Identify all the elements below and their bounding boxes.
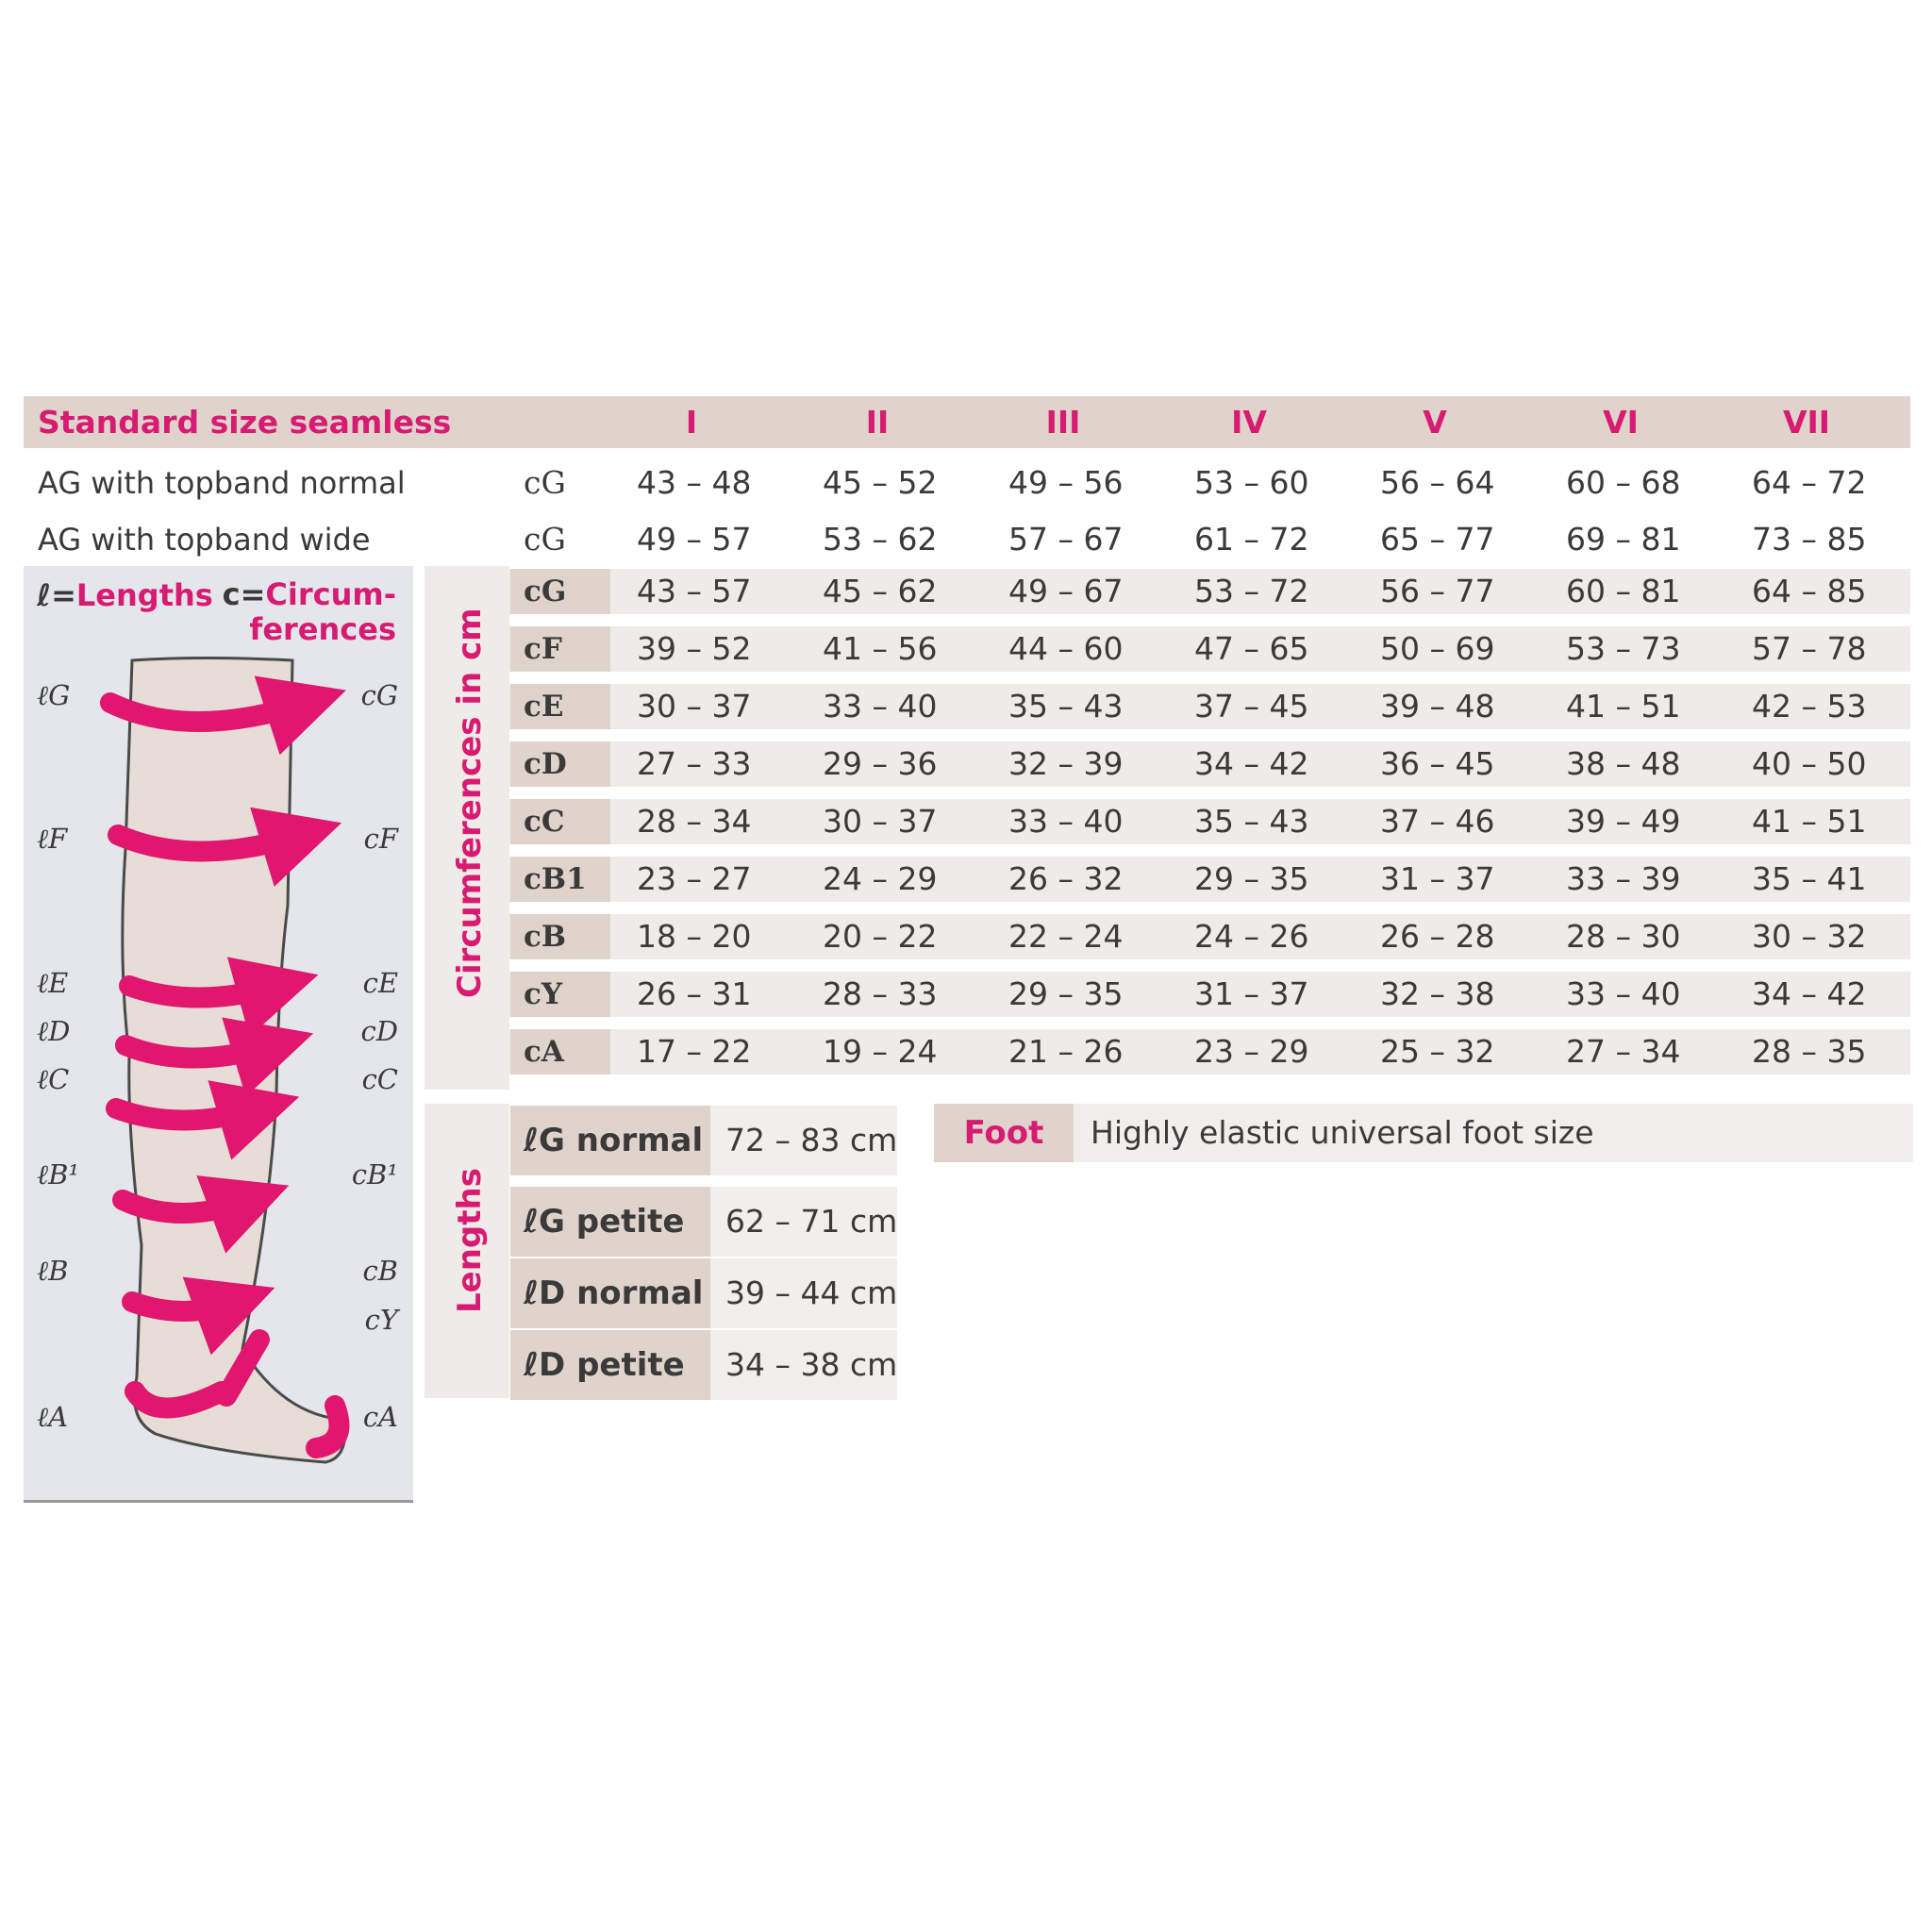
circumference-cell: 64 – 85 bbox=[1752, 573, 1867, 609]
circumference-cell: 30 – 37 bbox=[823, 803, 938, 840]
ag-row-measure: cG bbox=[524, 521, 566, 558]
circumference-measure-label: cY bbox=[510, 972, 610, 1017]
circumference-cell: 24 – 29 bbox=[823, 860, 938, 897]
ag-cell: 69 – 81 bbox=[1566, 521, 1681, 558]
circumference-cell: 35 – 43 bbox=[1194, 803, 1309, 840]
leg-left-label: ℓB¹ bbox=[37, 1158, 80, 1191]
circumference-cell: 27 – 33 bbox=[637, 745, 752, 782]
circumference-cell: 49 – 67 bbox=[1008, 573, 1124, 609]
circumference-cell: 28 – 30 bbox=[1566, 918, 1681, 955]
leg-left-label: ℓE bbox=[37, 967, 69, 999]
circumference-cell: 26 – 32 bbox=[1008, 860, 1124, 897]
ag-cell: 53 – 62 bbox=[823, 521, 938, 558]
circumference-cell: 22 – 24 bbox=[1008, 918, 1124, 955]
circumference-cell: 32 – 38 bbox=[1380, 975, 1495, 1012]
circumference-measure-label: cB bbox=[510, 914, 610, 959]
circumference-cell: 31 – 37 bbox=[1380, 860, 1495, 897]
ag-cell: 53 – 60 bbox=[1194, 464, 1309, 501]
circumference-cell: 36 – 45 bbox=[1380, 745, 1495, 782]
circumference-cell: 29 – 35 bbox=[1008, 975, 1124, 1012]
ag-cell: 65 – 77 bbox=[1380, 521, 1495, 558]
leg-right-label: cC bbox=[361, 1063, 398, 1095]
ag-cell: 43 – 48 bbox=[637, 464, 752, 501]
circumference-measure-label: cB1 bbox=[510, 857, 610, 902]
length-value: 72 – 83 cm bbox=[710, 1106, 897, 1175]
circumference-cell: 33 – 40 bbox=[823, 688, 938, 724]
circumference-cell: 45 – 62 bbox=[823, 573, 938, 609]
leg-diagram-panel bbox=[24, 566, 413, 1503]
circumference-measure-label: cA bbox=[510, 1029, 610, 1074]
circumference-measure-label: cD bbox=[510, 741, 610, 787]
circumference-cell: 41 – 51 bbox=[1752, 803, 1867, 840]
circumference-cell: 30 – 37 bbox=[637, 688, 752, 724]
circumference-cell: 37 – 46 bbox=[1380, 803, 1495, 840]
circumference-cell: 35 – 43 bbox=[1008, 688, 1124, 724]
lengths-legend bbox=[37, 577, 213, 613]
circumference-cell: 23 – 27 bbox=[637, 860, 752, 897]
circumference-cell: 32 – 39 bbox=[1008, 745, 1124, 782]
circumference-cell: 25 – 32 bbox=[1380, 1033, 1495, 1070]
circumference-cell: 50 – 69 bbox=[1380, 630, 1495, 667]
ag-row-label: AG with topband normal bbox=[38, 465, 406, 501]
length-value: 62 – 71 cm bbox=[710, 1187, 897, 1257]
circumference-cell: 57 – 78 bbox=[1752, 630, 1867, 667]
ag-cell: 56 – 64 bbox=[1380, 464, 1495, 501]
leg-diagram bbox=[24, 566, 413, 1500]
length-label: ℓD normal bbox=[510, 1258, 710, 1328]
circ-word-2: ferences bbox=[249, 611, 396, 647]
circumference-cell: 37 – 45 bbox=[1194, 688, 1309, 724]
circumference-cell: 34 – 42 bbox=[1194, 745, 1309, 782]
circumference-cell: 18 – 20 bbox=[637, 918, 752, 955]
circumference-cell: 35 – 41 bbox=[1752, 860, 1867, 897]
leg-right-label: cB¹ bbox=[351, 1158, 398, 1191]
circumference-cell: 56 – 77 bbox=[1380, 573, 1495, 609]
circumference-cell: 29 – 36 bbox=[823, 745, 938, 782]
circumference-cell: 20 – 22 bbox=[823, 918, 938, 955]
circumference-cell: 41 – 51 bbox=[1566, 688, 1681, 724]
length-value: 34 – 38 cm bbox=[710, 1330, 897, 1400]
circumference-cell: 47 – 65 bbox=[1194, 630, 1309, 667]
leg-right-label: cG bbox=[360, 679, 398, 711]
circumference-cell: 26 – 31 bbox=[637, 975, 752, 1012]
ag-cell: 49 – 57 bbox=[637, 521, 752, 558]
length-label: ℓG normal bbox=[510, 1106, 710, 1175]
circumference-cell: 21 – 26 bbox=[1008, 1033, 1124, 1070]
lengths-prefix: ℓ= bbox=[37, 577, 76, 613]
ag-cell: 61 – 72 bbox=[1194, 521, 1309, 558]
leg-left-label: ℓA bbox=[37, 1401, 69, 1433]
circumference-cell: 26 – 28 bbox=[1380, 918, 1495, 955]
circumference-cell: 27 – 34 bbox=[1566, 1033, 1681, 1070]
ag-cell: 60 – 68 bbox=[1566, 464, 1681, 501]
circumference-cell: 60 – 81 bbox=[1566, 573, 1681, 609]
leg-right-label: cD bbox=[360, 1015, 398, 1047]
circumference-cell: 28 – 35 bbox=[1752, 1033, 1867, 1070]
ag-cell: 49 – 56 bbox=[1008, 464, 1124, 501]
circumference-cell: 43 – 57 bbox=[637, 573, 752, 609]
leg-left-label: ℓF bbox=[37, 823, 68, 855]
circ-prefix: c= bbox=[222, 576, 266, 612]
size-header-IV: IV bbox=[1231, 404, 1267, 441]
circumferences-legend bbox=[223, 577, 396, 647]
ag-cell: 45 – 52 bbox=[823, 464, 938, 501]
circumference-cell: 33 – 40 bbox=[1008, 803, 1124, 840]
circumference-measure-label: cG bbox=[510, 569, 610, 614]
leg-left-label: ℓD bbox=[37, 1015, 71, 1047]
circumference-cell: 28 – 34 bbox=[637, 803, 752, 840]
circumference-cell: 42 – 53 bbox=[1752, 688, 1867, 724]
lengths-word: Lengths bbox=[75, 577, 213, 613]
ag-cell: 73 – 85 bbox=[1752, 521, 1867, 558]
leg-left-label: ℓB bbox=[37, 1255, 69, 1287]
circumference-cell: 44 – 60 bbox=[1008, 630, 1124, 667]
circumference-measure-label: cE bbox=[510, 684, 610, 729]
circumference-cell: 39 – 52 bbox=[637, 630, 752, 667]
size-header-V: V bbox=[1423, 404, 1447, 441]
circumference-cell: 24 – 26 bbox=[1194, 918, 1309, 955]
foot-label: Foot bbox=[934, 1104, 1074, 1162]
leg-left-label: ℓG bbox=[37, 679, 71, 711]
circumference-cell: 40 – 50 bbox=[1752, 745, 1867, 782]
circumference-cell: 33 – 40 bbox=[1566, 975, 1681, 1012]
ag-cell: 57 – 67 bbox=[1008, 521, 1124, 558]
circumference-cell: 33 – 39 bbox=[1566, 860, 1681, 897]
circumference-cell: 29 – 35 bbox=[1194, 860, 1309, 897]
circumference-cell: 53 – 72 bbox=[1194, 573, 1309, 609]
length-label: ℓD petite bbox=[510, 1330, 710, 1400]
circumference-measure-label: cC bbox=[510, 799, 610, 844]
circumference-cell: 17 – 22 bbox=[637, 1033, 752, 1070]
circumference-cell: 39 – 49 bbox=[1566, 803, 1681, 840]
ag-cell: 64 – 72 bbox=[1752, 464, 1867, 501]
circumference-cell: 39 – 48 bbox=[1380, 688, 1495, 724]
ag-row-measure: cG bbox=[524, 464, 566, 501]
circumference-cell: 23 – 29 bbox=[1194, 1033, 1309, 1070]
circ-word-1: Circum- bbox=[265, 576, 396, 612]
leg-right-label: cE bbox=[362, 967, 398, 999]
length-label: ℓG petite bbox=[510, 1187, 710, 1257]
leg-right-label: cF bbox=[363, 823, 398, 855]
size-header-VI: VI bbox=[1603, 404, 1639, 441]
circumferences-section-label: Circumferences in cm bbox=[451, 608, 489, 998]
circumference-cell: 41 – 56 bbox=[823, 630, 938, 667]
circumference-measure-label: cF bbox=[510, 626, 610, 672]
size-header-VII: VII bbox=[1782, 404, 1831, 441]
leg-left-label: ℓC bbox=[37, 1063, 70, 1095]
lengths-section-label: Lengths bbox=[451, 1168, 489, 1313]
circumference-cell: 53 – 73 bbox=[1566, 630, 1681, 667]
leg-right-label: cY bbox=[364, 1304, 398, 1336]
foot-text: Highly elastic universal foot size bbox=[1074, 1104, 1913, 1162]
circumference-cell: 31 – 37 bbox=[1194, 975, 1309, 1012]
circumference-cell: 30 – 32 bbox=[1752, 918, 1867, 955]
ag-row-label: AG with topband wide bbox=[38, 522, 371, 558]
leg-right-label: cA bbox=[362, 1401, 398, 1433]
leg-right-label: cB bbox=[362, 1255, 398, 1287]
size-header-III: III bbox=[1045, 404, 1081, 441]
circumference-cell: 19 – 24 bbox=[823, 1033, 938, 1070]
table-title: Standard size seamless bbox=[38, 404, 452, 441]
circumference-cell: 28 – 33 bbox=[823, 975, 938, 1012]
circumference-cell: 34 – 42 bbox=[1752, 975, 1867, 1012]
size-header-I: I bbox=[685, 404, 698, 441]
circumference-cell: 38 – 48 bbox=[1566, 745, 1681, 782]
length-value: 39 – 44 cm bbox=[710, 1258, 897, 1328]
size-header-II: II bbox=[865, 404, 890, 441]
